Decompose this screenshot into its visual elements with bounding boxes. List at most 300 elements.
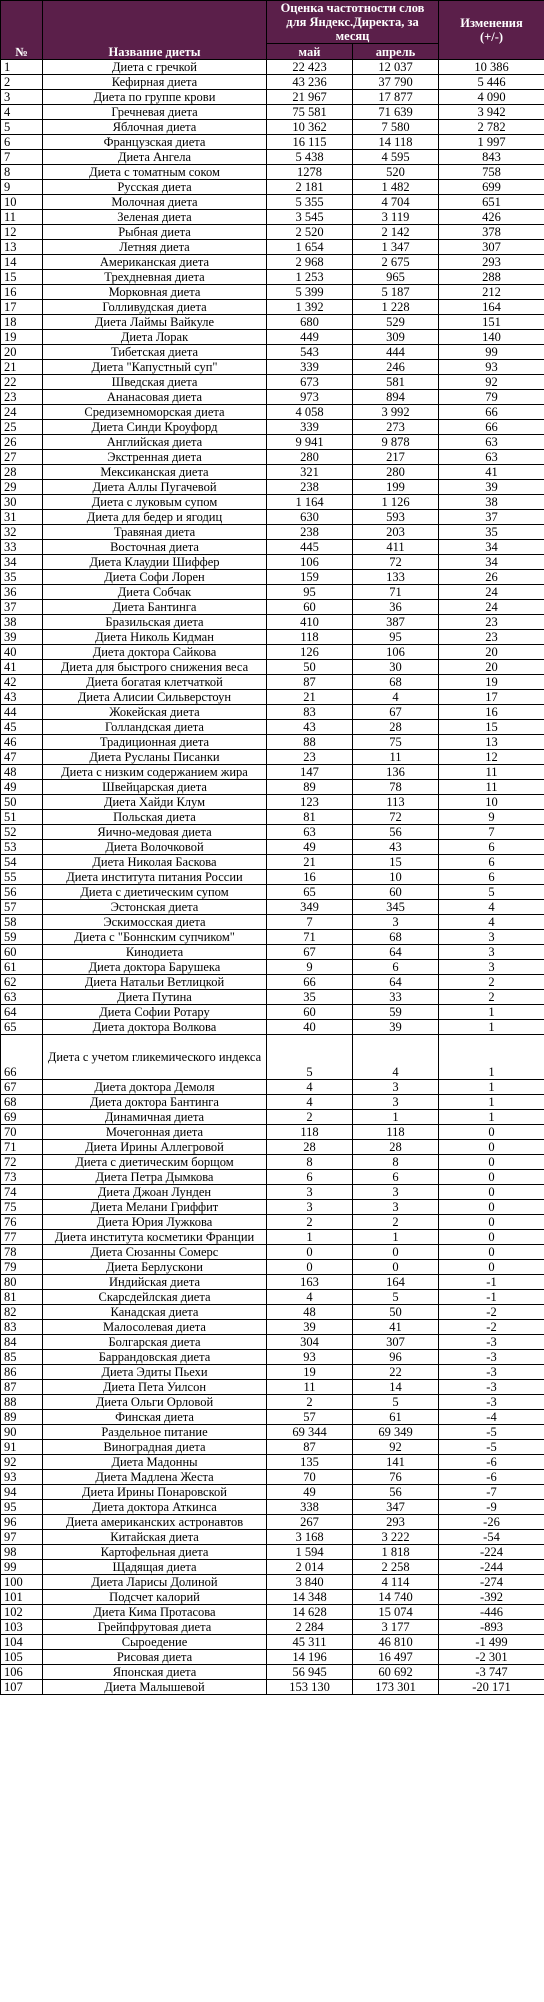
cell-change: 3 942 bbox=[439, 105, 544, 120]
table-row bbox=[1, 1620, 544, 1635]
cell-number: 70 bbox=[1, 1125, 43, 1140]
cell-april: 3 bbox=[353, 1080, 439, 1095]
cell-may: 267 bbox=[267, 1515, 353, 1530]
cell-may: 3 bbox=[267, 1185, 353, 1200]
cell-diet-name: Диета Путина bbox=[43, 990, 267, 1005]
cell-may: 81 bbox=[267, 810, 353, 825]
cell-change: -1 499 bbox=[439, 1635, 544, 1650]
cell-april: 1 126 bbox=[353, 495, 439, 510]
cell-april: 56 bbox=[353, 825, 439, 840]
cell-change: -3 bbox=[439, 1380, 544, 1395]
cell-number: 106 bbox=[1, 1665, 43, 1680]
table-row bbox=[1, 1260, 544, 1275]
cell-number: 81 bbox=[1, 1290, 43, 1305]
cell-april: 3 222 bbox=[353, 1530, 439, 1545]
table-row bbox=[1, 570, 544, 585]
table-row bbox=[1, 1080, 544, 1095]
cell-diet-name: Диета Русланы Писанки bbox=[43, 750, 267, 765]
cell-may: 2 bbox=[267, 1110, 353, 1125]
cell-diet-name: Диета богатая клетчаткой bbox=[43, 675, 267, 690]
cell-number: 93 bbox=[1, 1470, 43, 1485]
cell-diet-name: Китайская диета bbox=[43, 1530, 267, 1545]
table-row bbox=[1, 1650, 544, 1665]
cell-april: 96 bbox=[353, 1350, 439, 1365]
cell-diet-name: Малосолевая диета bbox=[43, 1320, 267, 1335]
cell-may: 21 bbox=[267, 690, 353, 705]
cell-number: 84 bbox=[1, 1335, 43, 1350]
cell-may: 1 253 bbox=[267, 270, 353, 285]
table-row bbox=[1, 1305, 544, 1320]
cell-change: 1 bbox=[439, 1005, 544, 1020]
cell-diet-name: Восточная диета bbox=[43, 540, 267, 555]
cell-april: 60 692 bbox=[353, 1665, 439, 1680]
cell-may: 118 bbox=[267, 1125, 353, 1140]
cell-april: 3 bbox=[353, 1185, 439, 1200]
table-row bbox=[1, 900, 544, 915]
cell-diet-name: Щадящая диета bbox=[43, 1560, 267, 1575]
cell-may: 48 bbox=[267, 1305, 353, 1320]
cell-april: 6 bbox=[353, 1170, 439, 1185]
cell-diet-name: Диета Собчак bbox=[43, 585, 267, 600]
cell-may: 88 bbox=[267, 735, 353, 750]
cell-may: 1 bbox=[267, 1230, 353, 1245]
cell-may: 147 bbox=[267, 765, 353, 780]
cell-number: 62 bbox=[1, 975, 43, 990]
cell-diet-name: Диета "Капустный суп" bbox=[43, 360, 267, 375]
table-row bbox=[1, 90, 544, 105]
cell-april: 444 bbox=[353, 345, 439, 360]
cell-diet-name: Зеленая диета bbox=[43, 210, 267, 225]
cell-change: -1 bbox=[439, 1275, 544, 1290]
cell-number: 87 bbox=[1, 1380, 43, 1395]
table-row bbox=[1, 390, 544, 405]
cell-april: 3 bbox=[353, 915, 439, 930]
cell-may: 321 bbox=[267, 465, 353, 480]
cell-diet-name: Ананасовая диета bbox=[43, 390, 267, 405]
cell-april: 280 bbox=[353, 465, 439, 480]
table-row bbox=[1, 675, 544, 690]
cell-number: 17 bbox=[1, 300, 43, 315]
table-row bbox=[1, 855, 544, 870]
cell-may: 339 bbox=[267, 420, 353, 435]
cell-change: -5 bbox=[439, 1440, 544, 1455]
cell-number: 11 bbox=[1, 210, 43, 225]
cell-change: -3 bbox=[439, 1365, 544, 1380]
cell-change: 3 bbox=[439, 930, 544, 945]
header-frequency: Оценка частотности слов для Яндекс.Директа, за месяц bbox=[267, 1, 439, 44]
cell-number: 105 bbox=[1, 1650, 43, 1665]
cell-may: 87 bbox=[267, 1440, 353, 1455]
cell-diet-name: Диета Натальи Ветлицкой bbox=[43, 975, 267, 990]
table-row bbox=[1, 780, 544, 795]
cell-april: 30 bbox=[353, 660, 439, 675]
cell-change: 35 bbox=[439, 525, 544, 540]
cell-diet-name: Диета Ольги Орловой bbox=[43, 1395, 267, 1410]
cell-may: 2 181 bbox=[267, 180, 353, 195]
cell-may: 21 967 bbox=[267, 90, 353, 105]
table-row bbox=[1, 120, 544, 135]
cell-april: 2 bbox=[353, 1215, 439, 1230]
cell-may: 5 438 bbox=[267, 150, 353, 165]
cell-april: 3 bbox=[353, 1095, 439, 1110]
cell-change: 0 bbox=[439, 1125, 544, 1140]
cell-diet-name: Канадская диета bbox=[43, 1305, 267, 1320]
cell-april: 894 bbox=[353, 390, 439, 405]
cell-diet-name: Диета с луковым супом bbox=[43, 495, 267, 510]
cell-change: 10 386 bbox=[439, 60, 544, 75]
table-row bbox=[1, 1245, 544, 1260]
cell-diet-name: Подсчет калорий bbox=[43, 1590, 267, 1605]
table-row bbox=[1, 720, 544, 735]
cell-diet-name: Диета доктора Волкова bbox=[43, 1020, 267, 1035]
cell-number: 85 bbox=[1, 1350, 43, 1365]
cell-number: 47 bbox=[1, 750, 43, 765]
table-row bbox=[1, 870, 544, 885]
cell-change: 12 bbox=[439, 750, 544, 765]
table-row bbox=[1, 375, 544, 390]
table-row bbox=[1, 1470, 544, 1485]
cell-diet-name: Диета для бедер и ягодиц bbox=[43, 510, 267, 525]
cell-number: 107 bbox=[1, 1680, 43, 1695]
cell-may: 71 bbox=[267, 930, 353, 945]
cell-may: 238 bbox=[267, 480, 353, 495]
cell-may: 16 115 bbox=[267, 135, 353, 150]
cell-number: 98 bbox=[1, 1545, 43, 1560]
table-row bbox=[1, 60, 544, 75]
cell-may: 5 bbox=[267, 1035, 353, 1080]
cell-diet-name: Диета института питания России bbox=[43, 870, 267, 885]
cell-diet-name: Болгарская диета bbox=[43, 1335, 267, 1350]
cell-diet-name: Диета с "Боннским супчиком" bbox=[43, 930, 267, 945]
cell-april: 141 bbox=[353, 1455, 439, 1470]
cell-may: 50 bbox=[267, 660, 353, 675]
table-row bbox=[1, 750, 544, 765]
cell-april: 411 bbox=[353, 540, 439, 555]
cell-change: 4 090 bbox=[439, 90, 544, 105]
cell-change: 1 bbox=[439, 1080, 544, 1095]
cell-april: 3 177 bbox=[353, 1620, 439, 1635]
cell-april: 39 bbox=[353, 1020, 439, 1035]
cell-may: 973 bbox=[267, 390, 353, 405]
cell-may: 14 628 bbox=[267, 1605, 353, 1620]
cell-number: 20 bbox=[1, 345, 43, 360]
cell-number: 66 bbox=[1, 1035, 43, 1080]
cell-diet-name: Трехдневная диета bbox=[43, 270, 267, 285]
cell-april: 71 639 bbox=[353, 105, 439, 120]
cell-number: 15 bbox=[1, 270, 43, 285]
cell-may: 6 bbox=[267, 1170, 353, 1185]
cell-diet-name: Диета Петра Дымкова bbox=[43, 1170, 267, 1185]
cell-april: 2 142 bbox=[353, 225, 439, 240]
cell-april: 1 347 bbox=[353, 240, 439, 255]
cell-change: 1 bbox=[439, 1095, 544, 1110]
cell-april: 133 bbox=[353, 570, 439, 585]
cell-change: 10 bbox=[439, 795, 544, 810]
cell-april: 72 bbox=[353, 810, 439, 825]
cell-diet-name: Диета Ирины Понаровской bbox=[43, 1485, 267, 1500]
cell-number: 28 bbox=[1, 465, 43, 480]
cell-diet-name: Диета доктора Барушека bbox=[43, 960, 267, 975]
cell-number: 44 bbox=[1, 705, 43, 720]
cell-number: 94 bbox=[1, 1485, 43, 1500]
cell-may: 1278 bbox=[267, 165, 353, 180]
cell-april: 76 bbox=[353, 1470, 439, 1485]
cell-may: 4 058 bbox=[267, 405, 353, 420]
table-row bbox=[1, 270, 544, 285]
table-row bbox=[1, 1590, 544, 1605]
cell-april: 593 bbox=[353, 510, 439, 525]
cell-diet-name: Диета Бантинга bbox=[43, 600, 267, 615]
cell-change: 2 782 bbox=[439, 120, 544, 135]
cell-april: 64 bbox=[353, 975, 439, 990]
cell-april: 0 bbox=[353, 1245, 439, 1260]
cell-may: 338 bbox=[267, 1500, 353, 1515]
cell-april: 56 bbox=[353, 1485, 439, 1500]
cell-change: -6 bbox=[439, 1470, 544, 1485]
cell-april: 22 bbox=[353, 1365, 439, 1380]
cell-number: 54 bbox=[1, 855, 43, 870]
cell-april: 199 bbox=[353, 480, 439, 495]
cell-diet-name: Диета с томатным соком bbox=[43, 165, 267, 180]
cell-change: -1 bbox=[439, 1290, 544, 1305]
cell-number: 10 bbox=[1, 195, 43, 210]
cell-may: 60 bbox=[267, 600, 353, 615]
table-row bbox=[1, 660, 544, 675]
table-row bbox=[1, 1680, 544, 1695]
cell-may: 126 bbox=[267, 645, 353, 660]
table-row bbox=[1, 135, 544, 150]
header-may: май bbox=[267, 44, 353, 60]
cell-change: -2 301 bbox=[439, 1650, 544, 1665]
cell-diet-name: Экстренная диета bbox=[43, 450, 267, 465]
cell-number: 48 bbox=[1, 765, 43, 780]
cell-number: 74 bbox=[1, 1185, 43, 1200]
cell-change: 19 bbox=[439, 675, 544, 690]
cell-may: 56 945 bbox=[267, 1665, 353, 1680]
cell-may: 1 164 bbox=[267, 495, 353, 510]
table-row bbox=[1, 1275, 544, 1290]
table-row bbox=[1, 795, 544, 810]
cell-diet-name: Диета Пета Уилсон bbox=[43, 1380, 267, 1395]
table-body bbox=[1, 60, 544, 1695]
cell-may: 159 bbox=[267, 570, 353, 585]
table-row bbox=[1, 555, 544, 570]
table-row bbox=[1, 600, 544, 615]
cell-april: 11 bbox=[353, 750, 439, 765]
cell-change: 378 bbox=[439, 225, 544, 240]
cell-april: 28 bbox=[353, 1140, 439, 1155]
cell-may: 8 bbox=[267, 1155, 353, 1170]
cell-diet-name: Диета Алисии Сильверстоун bbox=[43, 690, 267, 705]
cell-diet-name: Диета с диетическим борщом bbox=[43, 1155, 267, 1170]
cell-april: 64 bbox=[353, 945, 439, 960]
cell-april: 17 877 bbox=[353, 90, 439, 105]
cell-diet-name: Эстонская диета bbox=[43, 900, 267, 915]
cell-number: 59 bbox=[1, 930, 43, 945]
cell-may: 1 392 bbox=[267, 300, 353, 315]
cell-april: 3 992 bbox=[353, 405, 439, 420]
cell-change: 6 bbox=[439, 870, 544, 885]
cell-may: 680 bbox=[267, 315, 353, 330]
cell-change: 2 bbox=[439, 990, 544, 1005]
cell-change: 843 bbox=[439, 150, 544, 165]
cell-number: 30 bbox=[1, 495, 43, 510]
cell-may: 19 bbox=[267, 1365, 353, 1380]
table-row bbox=[1, 1320, 544, 1335]
cell-may: 280 bbox=[267, 450, 353, 465]
table-row bbox=[1, 1560, 544, 1575]
cell-number: 33 bbox=[1, 540, 43, 555]
cell-change: 0 bbox=[439, 1185, 544, 1200]
cell-change: -4 bbox=[439, 1410, 544, 1425]
cell-number: 79 bbox=[1, 1260, 43, 1275]
cell-number: 31 bbox=[1, 510, 43, 525]
cell-number: 101 bbox=[1, 1590, 43, 1605]
cell-diet-name: Мексиканская диета bbox=[43, 465, 267, 480]
cell-april: 345 bbox=[353, 900, 439, 915]
cell-number: 46 bbox=[1, 735, 43, 750]
cell-april: 8 bbox=[353, 1155, 439, 1170]
cell-diet-name: Грейпфрутовая диета bbox=[43, 1620, 267, 1635]
cell-diet-name: Диета Клаудии Шиффер bbox=[43, 555, 267, 570]
cell-number: 2 bbox=[1, 75, 43, 90]
cell-change: 4 bbox=[439, 915, 544, 930]
cell-may: 163 bbox=[267, 1275, 353, 1290]
table-row bbox=[1, 75, 544, 90]
cell-number: 12 bbox=[1, 225, 43, 240]
table-row bbox=[1, 765, 544, 780]
cell-april: 246 bbox=[353, 360, 439, 375]
cell-may: 543 bbox=[267, 345, 353, 360]
cell-number: 53 bbox=[1, 840, 43, 855]
cell-diet-name: Диета Мадлена Жеста bbox=[43, 1470, 267, 1485]
cell-change: -5 bbox=[439, 1425, 544, 1440]
cell-change: 79 bbox=[439, 390, 544, 405]
cell-diet-name: Кефирная диета bbox=[43, 75, 267, 90]
cell-diet-name: Раздельное питание bbox=[43, 1425, 267, 1440]
cell-may: 28 bbox=[267, 1140, 353, 1155]
cell-diet-name: Картофельная диета bbox=[43, 1545, 267, 1560]
cell-may: 14 348 bbox=[267, 1590, 353, 1605]
cell-diet-name: Морковная диета bbox=[43, 285, 267, 300]
cell-change: 0 bbox=[439, 1170, 544, 1185]
table-row bbox=[1, 360, 544, 375]
table-row bbox=[1, 915, 544, 930]
table-row bbox=[1, 1500, 544, 1515]
cell-number: 3 bbox=[1, 90, 43, 105]
cell-change: 9 bbox=[439, 810, 544, 825]
table-row bbox=[1, 105, 544, 120]
cell-may: 3 545 bbox=[267, 210, 353, 225]
cell-diet-name: Польская диета bbox=[43, 810, 267, 825]
cell-april: 78 bbox=[353, 780, 439, 795]
cell-diet-name: Травяная диета bbox=[43, 525, 267, 540]
cell-number: 43 bbox=[1, 690, 43, 705]
cell-diet-name: Мочегонная диета bbox=[43, 1125, 267, 1140]
cell-number: 13 bbox=[1, 240, 43, 255]
cell-number: 77 bbox=[1, 1230, 43, 1245]
cell-number: 34 bbox=[1, 555, 43, 570]
cell-may: 0 bbox=[267, 1260, 353, 1275]
cell-april: 46 810 bbox=[353, 1635, 439, 1650]
cell-change: 23 bbox=[439, 630, 544, 645]
cell-april: 72 bbox=[353, 555, 439, 570]
table-row bbox=[1, 1170, 544, 1185]
cell-may: 83 bbox=[267, 705, 353, 720]
cell-change: 307 bbox=[439, 240, 544, 255]
cell-number: 96 bbox=[1, 1515, 43, 1530]
table-row bbox=[1, 1350, 544, 1365]
cell-number: 68 bbox=[1, 1095, 43, 1110]
cell-number: 102 bbox=[1, 1605, 43, 1620]
cell-change: 0 bbox=[439, 1230, 544, 1245]
cell-diet-name: Швейцарская диета bbox=[43, 780, 267, 795]
cell-diet-name: Средиземноморская диета bbox=[43, 405, 267, 420]
cell-april: 68 bbox=[353, 930, 439, 945]
cell-number: 23 bbox=[1, 390, 43, 405]
table-row bbox=[1, 1410, 544, 1425]
cell-april: 3 bbox=[353, 1200, 439, 1215]
cell-change: 38 bbox=[439, 495, 544, 510]
cell-april: 1 bbox=[353, 1230, 439, 1245]
cell-april: 581 bbox=[353, 375, 439, 390]
cell-may: 449 bbox=[267, 330, 353, 345]
cell-number: 80 bbox=[1, 1275, 43, 1290]
table-row bbox=[1, 690, 544, 705]
cell-diet-name: Яблочная диета bbox=[43, 120, 267, 135]
cell-diet-name: Яично-медовая диета bbox=[43, 825, 267, 840]
cell-april: 4 bbox=[353, 690, 439, 705]
table-row bbox=[1, 585, 544, 600]
cell-change: 212 bbox=[439, 285, 544, 300]
cell-number: 4 bbox=[1, 105, 43, 120]
cell-diet-name: Диета с низким содержанием жира bbox=[43, 765, 267, 780]
cell-number: 63 bbox=[1, 990, 43, 1005]
cell-april: 33 bbox=[353, 990, 439, 1005]
table-row bbox=[1, 1665, 544, 1680]
table-row bbox=[1, 1515, 544, 1530]
cell-change: 0 bbox=[439, 1200, 544, 1215]
cell-may: 3 840 bbox=[267, 1575, 353, 1590]
cell-diet-name: Индийская диета bbox=[43, 1275, 267, 1290]
cell-may: 304 bbox=[267, 1335, 353, 1350]
cell-april: 37 790 bbox=[353, 75, 439, 90]
cell-april: 217 bbox=[353, 450, 439, 465]
table-row bbox=[1, 630, 544, 645]
cell-diet-name: Диета доктора Бантинга bbox=[43, 1095, 267, 1110]
cell-diet-name: Диета Волочковой bbox=[43, 840, 267, 855]
cell-may: 1 594 bbox=[267, 1545, 353, 1560]
table-row bbox=[1, 525, 544, 540]
cell-april: 293 bbox=[353, 1515, 439, 1530]
cell-number: 49 bbox=[1, 780, 43, 795]
table-row bbox=[1, 540, 544, 555]
cell-number: 42 bbox=[1, 675, 43, 690]
cell-may: 2 bbox=[267, 1395, 353, 1410]
cell-april: 5 bbox=[353, 1395, 439, 1410]
cell-number: 18 bbox=[1, 315, 43, 330]
cell-number: 61 bbox=[1, 960, 43, 975]
cell-may: 11 bbox=[267, 1380, 353, 1395]
cell-april: 1 482 bbox=[353, 180, 439, 195]
cell-change: 0 bbox=[439, 1260, 544, 1275]
cell-change: 0 bbox=[439, 1215, 544, 1230]
cell-diet-name: Тибетская диета bbox=[43, 345, 267, 360]
cell-may: 673 bbox=[267, 375, 353, 390]
cell-april: 6 bbox=[353, 960, 439, 975]
cell-april: 173 301 bbox=[353, 1680, 439, 1695]
cell-diet-name: Диета Николь Кидман bbox=[43, 630, 267, 645]
